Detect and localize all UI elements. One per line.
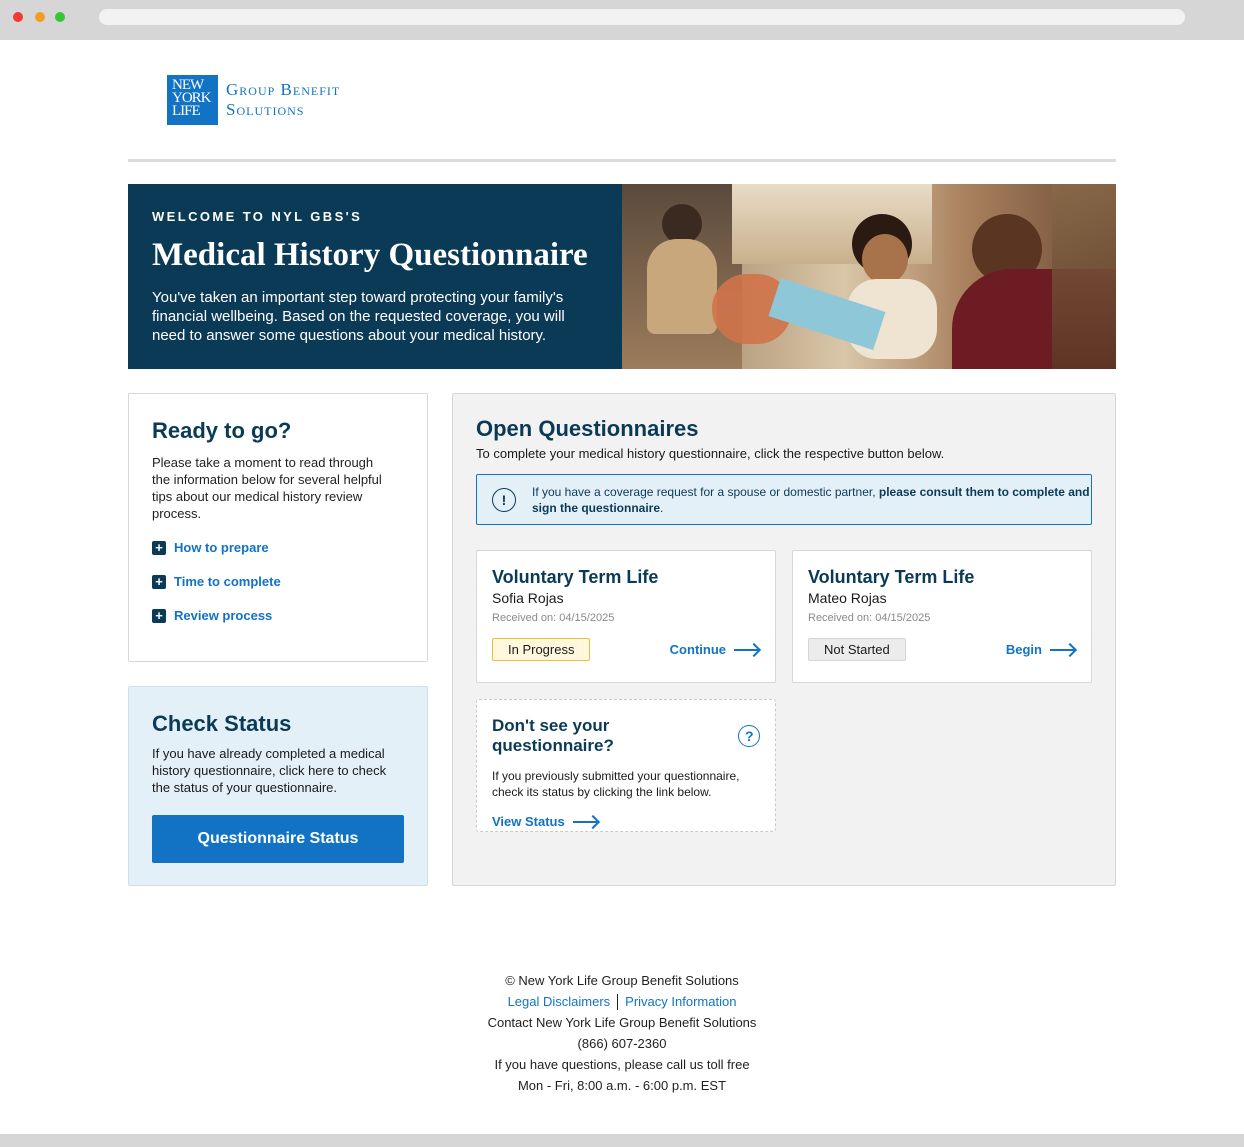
page-title: Medical History Questionnaire xyxy=(152,237,588,273)
received-date: Received on: 04/15/2025 xyxy=(492,612,615,624)
notice-end: . xyxy=(660,500,664,515)
brand-name-line-2: Solutions xyxy=(226,100,305,119)
missing-questionnaire-description: If you previously submitted your questionnaire, check its status by clicking the link below. xyxy=(492,769,740,799)
hero-text-panel xyxy=(128,184,622,369)
missing-questionnaire-title: Don't see your questionnaire? xyxy=(492,716,614,755)
close-window-dot[interactable] xyxy=(13,12,23,22)
action-label: Continue xyxy=(669,642,726,657)
questions-line: If you have questions, please call us toll free xyxy=(494,1057,750,1072)
question-mark-icon[interactable]: ? xyxy=(738,725,760,747)
exclamation-icon: ! xyxy=(492,488,516,512)
view-status-label: View Status xyxy=(492,814,565,829)
minimize-window-dot[interactable] xyxy=(35,12,45,22)
address-bar[interactable] xyxy=(99,9,1185,25)
footer xyxy=(0,970,1244,1096)
copyright: © New York Life Group Benefit Solutions xyxy=(505,973,739,988)
plus-icon: + xyxy=(152,609,166,623)
nyl-logo-mark xyxy=(167,75,218,125)
contact-line: Contact New York Life Group Benefit Solutions xyxy=(487,1015,757,1030)
questionnaire-title: Voluntary Term Life xyxy=(808,567,975,587)
plus-icon: + xyxy=(152,541,166,555)
missing-questionnaire-card xyxy=(476,699,776,832)
view-status-link[interactable] xyxy=(492,814,760,829)
privacy-information-link[interactable]: Privacy Information xyxy=(625,994,737,1009)
questionnaire-card xyxy=(476,550,776,683)
check-status-description: If you have already completed a medical history questionnaire, click here to check the status of your questionnaire. xyxy=(152,746,387,795)
accordion-label: How to prepare xyxy=(174,540,269,555)
insured-name: Mateo Rojas xyxy=(808,590,887,606)
legal-disclaimers-link[interactable]: Legal Disclaimers xyxy=(507,994,611,1009)
arrow-right-icon xyxy=(734,644,760,656)
logo-line-3: LIFE xyxy=(172,103,200,119)
status-badge: Not Started xyxy=(808,638,906,661)
action-label: Begin xyxy=(1005,642,1042,657)
received-date: Received on: 04/15/2025 xyxy=(808,612,931,624)
ready-description: Please take a moment to read through the information below for several helpful tips about our medical history review process. xyxy=(152,455,382,521)
hero-banner xyxy=(128,184,1116,369)
brand-logo[interactable] xyxy=(167,75,340,125)
header-divider xyxy=(128,159,1116,162)
logo-line-1: NEW xyxy=(172,77,204,93)
ready-to-go-card xyxy=(128,393,428,662)
spouse-notice xyxy=(476,474,1092,525)
maximize-window-dot[interactable] xyxy=(55,12,65,22)
accordion-review-process[interactable] xyxy=(152,608,404,623)
notice-plain: If you have a coverage request for a spouse or domestic partner, xyxy=(532,484,879,499)
continue-link[interactable] xyxy=(670,642,760,657)
link-separator xyxy=(617,994,618,1010)
accordion-time-to-complete[interactable] xyxy=(152,574,404,589)
hero-eyebrow: WELCOME TO NYL GBS'S xyxy=(152,209,363,224)
open-questionnaires-title: Open Questionnaires xyxy=(476,416,699,441)
check-status-title: Check Status xyxy=(152,711,292,736)
check-status-card xyxy=(128,686,428,886)
arrow-right-icon xyxy=(1050,644,1076,656)
accordion-how-to-prepare[interactable] xyxy=(152,540,404,555)
browser-bottom-bar xyxy=(0,1134,1244,1147)
arrow-right-icon xyxy=(573,816,599,828)
begin-link[interactable] xyxy=(1006,642,1076,657)
accordion-label: Review process xyxy=(174,608,273,623)
ready-title: Ready to go? xyxy=(152,418,292,443)
notice-text xyxy=(532,484,1091,516)
plus-icon: + xyxy=(152,575,166,589)
questionnaire-card xyxy=(792,550,1092,683)
phone-number: (866) 607-2360 xyxy=(577,1036,667,1051)
footer-links xyxy=(0,991,1244,1012)
open-questionnaires-subtitle: To complete your medical history questionnaire, click the respective button below. xyxy=(476,446,945,461)
brand-name xyxy=(226,80,340,120)
notice-bold: please consult them to complete and sign the questionnaire xyxy=(532,484,1090,515)
hero-description: You've taken an important step toward protecting your family's financial wellbeing. Based on the requested coverage, you will need to answer some questions about your medical history. xyxy=(152,289,565,344)
accordion-label: Time to complete xyxy=(174,574,281,589)
logo-line-2: YORK xyxy=(172,90,211,106)
insured-name: Sofia Rojas xyxy=(492,590,564,606)
questionnaire-title: Voluntary Term Life xyxy=(492,567,659,587)
brand-name-line-1: Group Benefit xyxy=(226,80,341,99)
questionnaire-status-button[interactable]: Questionnaire Status xyxy=(152,815,404,863)
hours-line: Mon - Fri, 8:00 a.m. - 6:00 p.m. EST xyxy=(517,1078,727,1093)
browser-chrome xyxy=(0,0,1244,40)
status-badge: In Progress xyxy=(492,638,590,661)
open-questionnaires-panel xyxy=(452,393,1116,886)
family-photo xyxy=(622,184,1116,369)
